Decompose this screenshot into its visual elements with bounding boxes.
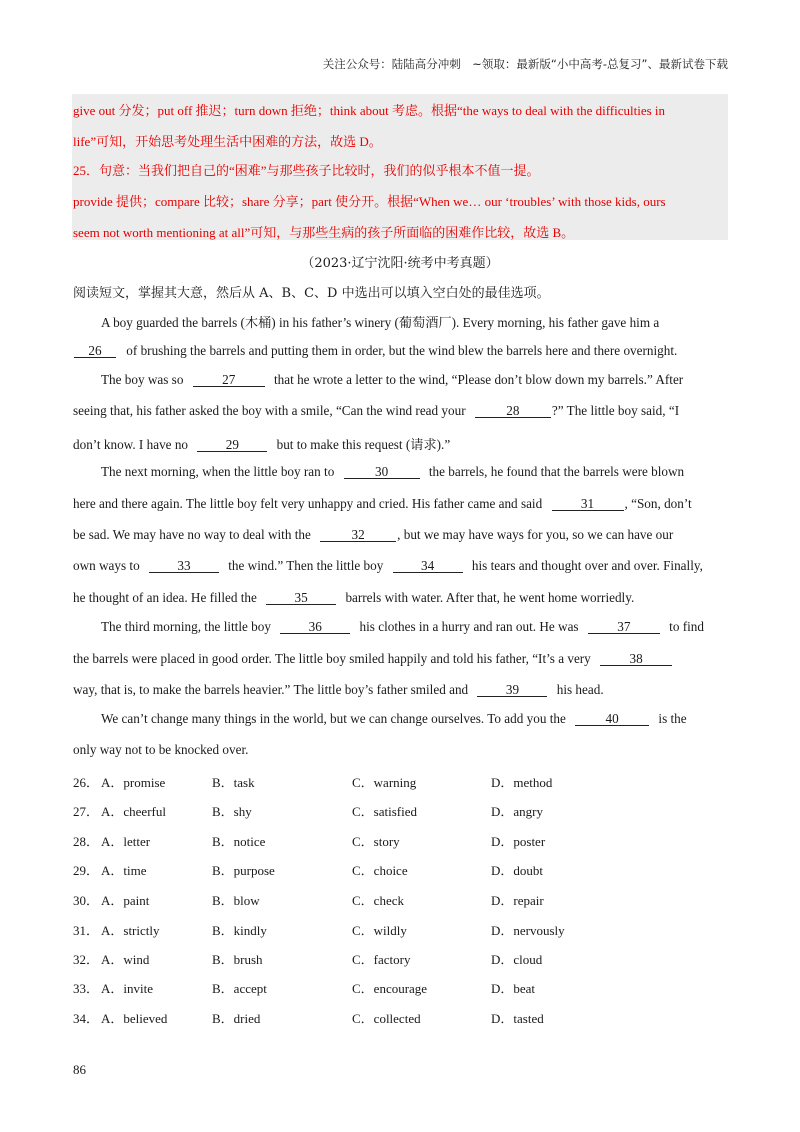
option-d[interactable]: D．doubt [491, 863, 544, 878]
passage-text: We can’t change many things in the world, but we can change ourselves. To add you the [101, 711, 566, 726]
option-c[interactable]: C．collected [352, 1011, 421, 1026]
option-d[interactable]: D．method [491, 775, 553, 790]
question-number: 30． [73, 893, 100, 908]
option-b[interactable]: B．kindly [212, 923, 267, 938]
option-d[interactable]: D．poster [491, 834, 546, 849]
blank-30[interactable]: 30 [344, 465, 420, 479]
option-c[interactable]: C．check [352, 893, 404, 908]
passage-line: only way not to be knocked over. [73, 742, 249, 757]
blank-37[interactable]: 37 [588, 620, 660, 634]
blank-39[interactable]: 39 [477, 683, 547, 697]
passage-text: The next morning, when the little boy ran to [101, 464, 335, 479]
question-number: 32． [73, 952, 100, 967]
passage-line [73, 682, 728, 698]
passage-text: seeing that, his father asked the boy with a smile, “Can the wind read your [73, 403, 466, 418]
option-a[interactable]: A．wind [101, 952, 150, 967]
passage-text: barrels with water. After that, he went home worriedly. [345, 590, 635, 605]
passage-text: the barrels were placed in good order. The little boy smiled happily and told his father, “It’s a very [73, 651, 591, 666]
passage-line [73, 403, 728, 419]
option-d[interactable]: D．beat [491, 981, 536, 996]
page-number: 86 [73, 1062, 86, 1077]
answer-line: give out 分发；put off 推迟；turn down 拒绝；think about 考虑。根据“the ways to deal with the difficulties in [73, 103, 666, 118]
blank-31[interactable]: 31 [552, 497, 624, 511]
passage-line [73, 558, 728, 574]
passage-text: be sad. We may have no way to deal with the [73, 527, 311, 542]
question-number: 28． [73, 834, 100, 849]
option-b[interactable]: B．task [212, 775, 255, 790]
answer-line: provide 提供；compare 比较；share 分享；part 使分开。根据“When we… our ‘troubles’ with those kids, ours [73, 194, 666, 209]
option-a[interactable]: A．promise [101, 775, 166, 790]
passage-text: is the [658, 711, 687, 726]
passage-line [101, 372, 728, 388]
option-a[interactable]: A．strictly [101, 923, 160, 938]
blank-36[interactable]: 36 [280, 620, 350, 634]
question-number: 31． [73, 923, 100, 938]
passage-text: ?” The little boy said, “I [551, 403, 680, 418]
option-d[interactable]: D．angry [491, 804, 543, 819]
option-c[interactable]: C．story [352, 834, 400, 849]
passage-line [73, 527, 728, 543]
passage-line [101, 711, 728, 727]
option-b[interactable]: B．purpose [212, 863, 275, 878]
option-a[interactable]: A．believed [101, 1011, 168, 1026]
option-a[interactable]: A．time [101, 863, 147, 878]
option-b[interactable]: B．blow [212, 893, 260, 908]
option-c[interactable]: C．satisfied [352, 804, 417, 819]
option-a[interactable]: A．letter [101, 834, 151, 849]
option-a[interactable]: A．cheerful [101, 804, 166, 819]
instruction: 阅读短文，掌握其大意，然后从 A、B、C、D 中选出可以填入空白处的最佳选项。 [73, 286, 550, 301]
question-number: 33． [73, 981, 100, 996]
passage-text: own ways to [73, 558, 140, 573]
option-c[interactable]: C．encourage [352, 981, 428, 996]
option-b[interactable]: B．accept [212, 981, 267, 996]
blank-26[interactable]: 26 [74, 344, 116, 358]
option-b[interactable]: B．dried [212, 1011, 261, 1026]
option-d[interactable]: D．tasted [491, 1011, 544, 1026]
passage-text: but to make this request (请求).” [276, 437, 451, 452]
option-b[interactable]: B．notice [212, 834, 266, 849]
option-a[interactable]: A．paint [101, 893, 150, 908]
passage-text: don’t know. I have no [73, 437, 189, 452]
blank-34[interactable]: 34 [393, 559, 463, 573]
answer-line: 25．句意：当我们把自己的“困难”与那些孩子比较时，我们的似乎根本不值一提。 [73, 163, 540, 178]
passage-text: of brushing the barrels and putting them in order, but the wind blew the barrels here and there overnight. [126, 343, 678, 358]
passage-line [73, 590, 728, 606]
option-b[interactable]: B．shy [212, 804, 252, 819]
option-c[interactable]: C．factory [352, 952, 411, 967]
passage-text: way, that is, to make the barrels heavier.” The little boy’s father smiled and [73, 682, 469, 697]
passage-text: the wind.” Then the little boy [228, 558, 384, 573]
passage-text: that he wrote a letter to the wind, “Please don’t blow down my barrels.” After [274, 372, 684, 387]
passage-text: , “Son, don’t [624, 496, 692, 511]
blank-35[interactable]: 35 [266, 591, 336, 605]
question-number: 34． [73, 1011, 100, 1026]
passage-line: A boy guarded the barrels (木桶) in his father’s winery (葡萄酒厂). Every morning, his father gave him a [101, 315, 660, 330]
passage-text: the barrels, he found that the barrels were blown [428, 464, 685, 479]
option-c[interactable]: C．warning [352, 775, 417, 790]
passage-text: his tears and thought over and over. Finally, [471, 558, 703, 573]
answer-line: seem not worth mentioning at all”可知，与那些生病的孩子所面临的困难作比较，故选 B。 [73, 225, 575, 240]
question-number: 29． [73, 863, 100, 878]
blank-38[interactable]: 38 [600, 652, 672, 666]
passage-line [73, 651, 753, 667]
passage-line [73, 496, 728, 512]
passage-text: his head. [556, 682, 604, 697]
passage-text: to find [669, 619, 704, 634]
passage-text: The third morning, the little boy [101, 619, 271, 634]
blank-28[interactable]: 28 [475, 404, 551, 418]
blank-29[interactable]: 29 [197, 438, 267, 452]
option-d[interactable]: D．cloud [491, 952, 543, 967]
question-number: 27． [73, 804, 100, 819]
option-b[interactable]: B．brush [212, 952, 263, 967]
blank-32[interactable]: 32 [320, 528, 396, 542]
option-c[interactable]: C．choice [352, 863, 408, 878]
blank-40[interactable]: 40 [575, 712, 649, 726]
passage-line [73, 434, 728, 453]
passage-line [73, 343, 728, 359]
passage-text: here and there again. The little boy felt very unhappy and cried. His father came and said [73, 496, 543, 511]
option-c[interactable]: C．wildly [352, 923, 407, 938]
passage-text: , but we may have ways for you, so we can have our [397, 527, 674, 542]
blank-27[interactable]: 27 [193, 373, 265, 387]
passage-text: The boy was so [101, 372, 184, 387]
passage-text: his clothes in a hurry and ran out. He was [359, 619, 579, 634]
passage-line [101, 619, 728, 635]
option-a[interactable]: A．invite [101, 981, 153, 996]
blank-33[interactable]: 33 [149, 559, 219, 573]
question-number: 26． [73, 775, 100, 790]
option-d[interactable]: D．nervously [491, 923, 565, 938]
option-d[interactable]: D．repair [491, 893, 544, 908]
exam-source: （2023·辽宁沈阳·统考中考真题） [301, 256, 499, 271]
passage-line [101, 464, 728, 480]
answer-line: life”可知，开始思考处理生活中困难的方法，故选 D。 [73, 134, 382, 149]
page-header: 关注公众号：陆陆高分冲刺 ~领取：最新版“小中高考-总复习”、最新试卷下载 [322, 57, 728, 71]
passage-text: he thought of an idea. He filled the [73, 590, 257, 605]
